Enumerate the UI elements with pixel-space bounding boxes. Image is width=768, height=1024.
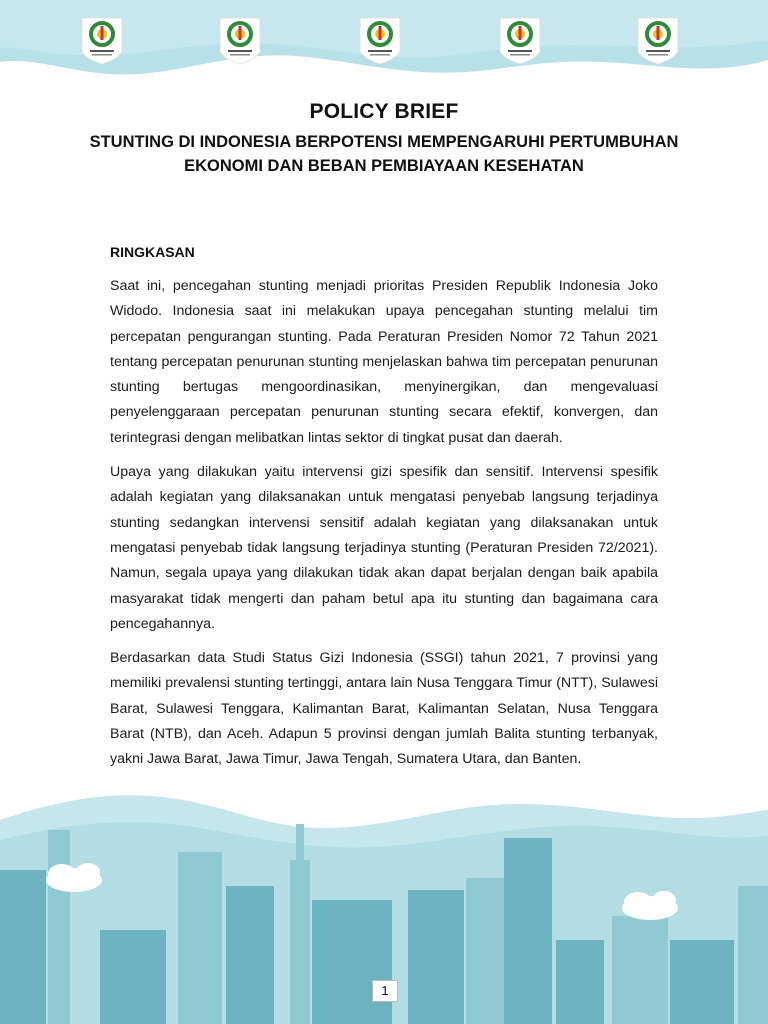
paragraph: Saat ini, pencegahan stunting menjadi prioritas Presiden Republik Indonesia Joko Widodo. Indonesia saat ini melakukan upaya pencegahan stunting melalui tim percepatan pengurangan stunting. Pada Peraturan Presiden Nomor 72 Tahun 2021 tentang percepatan penurunan stunting menjelaskan bahwa tim percepatan penurunan stunting bertugas mengoordinasikan, menyinergikan, dan mengevaluasi penyelenggaraan percepatan penurunan stunting secara efektif, konvergen, dan terintegrasi dengan melibatkan lintas sektor di tingkat pusat dan daerah. xyxy=(110,278,658,446)
logo-row xyxy=(0,0,768,80)
paragraph: Upaya yang dilakukan yaitu intervensi gizi spesifik dan sensitif. Intervensi spesifik adalah kegiatan yang dilaksanakan untuk mengatasi penyebab langsung terjadinya stunting sedangkan intervensi sensitif adalah kegiatan yang dilaksanakan untuk mengatasi penyebab tidak langsung terjadinya stunting (Peraturan Presiden 72/2021). Namun, segala upaya yang dilakukan tidak akan dapat berjalan dengan baik apabila masyarakat tidak mengerti dan paham betul apa itu stunting dan bagaimana cara pencegahannya. xyxy=(110,464,658,632)
university-emblem-icon xyxy=(76,14,128,66)
document-subtitle: STUNTING DI INDONESIA BERPOTENSI MEMPENGARUHI PERTUMBUHAN EKONOMI DAN BEBAN PEMBIAYAAN KESEHATAN xyxy=(89,133,679,175)
section-heading: RINGKASAN xyxy=(110,244,195,260)
paragraph: Berdasarkan data Studi Status Gizi Indonesia (SSGI) tahun 2021, 7 provinsi yang memiliki prevalensi stunting tertinggi, antara lain Nusa Tenggara Timur (NTT), Sulawesi Barat, Sulawesi Tenggara, Kalimantan Barat, Kalimantan Selatan, Nusa Tenggara Barat (NTB), dan Aceh. Adapun 5 provinsi dengan jumlah Balita stunting terbanyak, yakni Jawa Barat, Jawa Timur, Jawa Tengah, Sumatera Utara, dan Banten. xyxy=(110,650,658,768)
title-block xyxy=(60,100,708,178)
university-emblem-icon xyxy=(354,14,406,66)
document-body xyxy=(110,244,658,782)
document-title: POLICY BRIEF xyxy=(309,100,459,123)
university-emblem-icon xyxy=(632,14,684,66)
page-number: 1 xyxy=(372,980,398,1002)
university-emblem-icon xyxy=(214,14,266,66)
university-emblem-icon xyxy=(494,14,546,66)
